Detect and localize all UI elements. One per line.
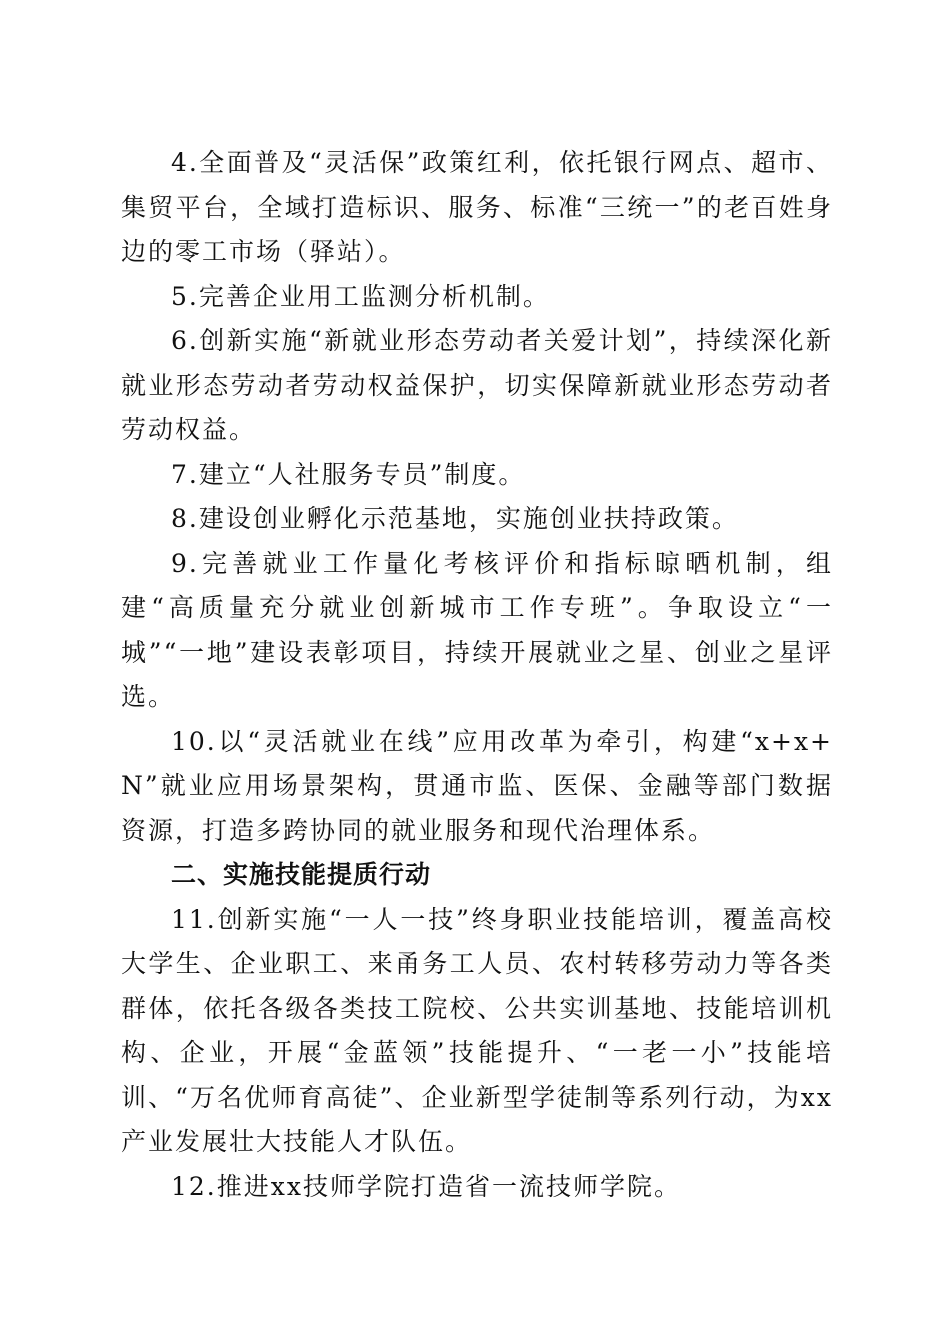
item-9: 9.完善就业工作量化考核评价和指标晾晒机制，组建“高质量充分就业创新城市工作专班”。争取设立“一城”“一地”建设表彰项目，持续开展就业之星、创业之星评选。 [121,548,833,711]
item-5: 5.完善企业用工监测分析机制。 [171,281,550,311]
document-body [121,141,833,1209]
item-4: 4.全面普及“灵活保”政策红利，依托银行网点、超市、集贸平台，全域打造标识、服务、标准“三统一”的老百姓身边的零工市场（驿站）。 [121,148,833,266]
item-12: 12.推进xx技师学院打造省一流技师学院。 [171,1171,681,1201]
item-8: 8.建设创业孵化示范基地，实施创业扶持政策。 [171,504,739,533]
item-10: 10.以“灵活就业在线”应用改革为牵引，构建“x+x+N”就业应用场景架构，贯通市监、医保、金融等部门数据资源，打造多跨协同的就业服务和现代治理体系。 [121,726,833,845]
item-6: 6.创新实施“新就业形态劳动者关爱计划”，持续深化新就业形态劳动者劳动权益保护，切实保障新就业形态劳动者劳动权益。 [121,326,833,444]
item-7: 7.建立“人社服务专员”制度。 [171,459,526,489]
section-heading-2: 二、实施技能提质行动 [171,860,432,889]
item-11: 11.创新实施“一人一技”终身职业技能培训，覆盖高校大学生、企业职工、来甬务工人员、农村转移劳动力等各类群体，依托各级各类技工院校、公共实训基地、技能培训机构、企业，开展“金蓝领”技能提升、“一老一小”技能培训、“万名优师育高徒”、企业新型学徒制等系列行动，为xx产业发展壮大技能人才队伍。 [121,904,834,1156]
